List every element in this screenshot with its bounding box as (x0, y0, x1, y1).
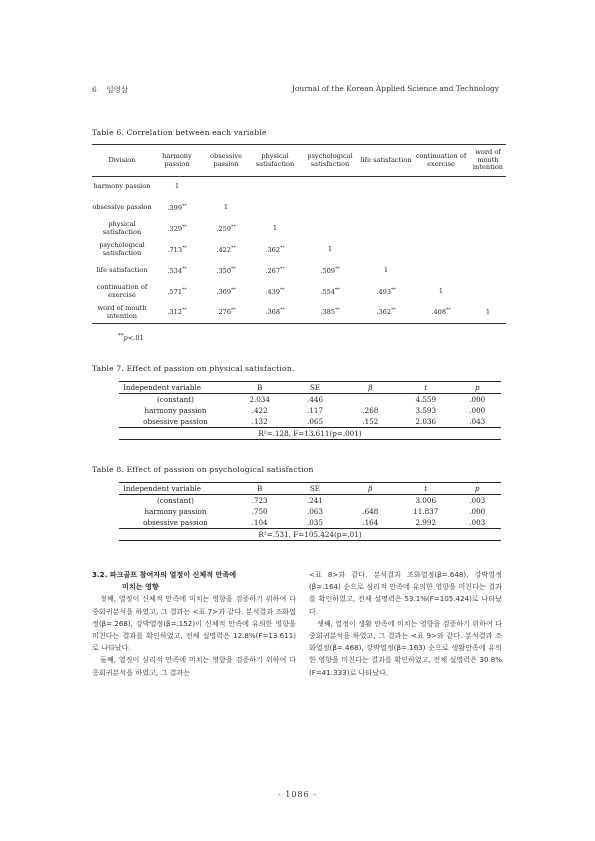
correlation-cell: .362** (376, 308, 396, 317)
correlation-cell: .713** (167, 245, 187, 254)
correlation-cell: .534** (167, 266, 187, 275)
table7-caption: Table 7. Effect of passion on physical satisfaction. (92, 364, 295, 373)
variable-name: harmony passion (144, 406, 207, 415)
correlation-cell: 1 (438, 287, 444, 296)
table-row (92, 282, 506, 303)
stat-value: 2.034 (249, 395, 270, 404)
column-header: life satisfaction (360, 155, 412, 164)
correlation-cell: .399** (167, 203, 187, 212)
journal-title: Journal of the Korean Applied Science and Technology (291, 84, 499, 93)
table-row (92, 177, 506, 198)
table-row (119, 495, 501, 507)
stat-value: 2.036 (415, 417, 437, 426)
correlation-cell (470, 219, 506, 240)
stat-value: .035 (306, 518, 323, 527)
correlation-cell: 1 (485, 307, 491, 316)
stat-value (343, 394, 398, 406)
stat-value: .003 (469, 518, 486, 527)
stat-value: .000 (469, 395, 486, 404)
stat-value: .117 (307, 406, 324, 415)
correlation-cell: .276** (216, 308, 236, 317)
correlation-cell: 1 (327, 245, 333, 254)
correlation-cell (470, 282, 506, 303)
table-row (92, 261, 506, 282)
correlation-cell: .369** (216, 287, 236, 296)
column-header: B (257, 383, 263, 392)
left-column (92, 569, 296, 679)
paragraph-psychological-start: 둘째, 열정이 심리적 만족에 미치는 영향을 검증하기 위하여 다중회귀분석을 하였고, 그 결과는 (92, 655, 296, 677)
correlation-cell (412, 261, 470, 282)
table-row (92, 303, 506, 324)
row-label: obsessive passion (92, 203, 152, 212)
correlation-cell (470, 198, 506, 219)
column-header: harmony passion (162, 151, 192, 168)
stat-value: .065 (307, 417, 324, 426)
table-row (119, 394, 501, 406)
variable-name: obsessive passion (143, 417, 208, 426)
model-summary: R²=.128, F=13.611(p=.001) (258, 429, 362, 438)
table6-footnote: **p<.01 (118, 333, 144, 343)
table-row (119, 506, 501, 517)
correlation-cell (470, 177, 506, 198)
column-header: t (424, 383, 428, 392)
column-header: β (368, 383, 373, 392)
section-title-line1: 3.2. 파크골프 참여자의 열정이 신체적 만족에 (92, 570, 237, 579)
column-header: Independent variable (123, 383, 201, 392)
stat-value: .132 (251, 417, 268, 426)
stat-value: .164 (362, 518, 379, 527)
stat-value (343, 495, 398, 507)
correlation-cell (250, 177, 300, 198)
row-label: psychological satisfaction (99, 241, 145, 257)
stat-value: .268 (362, 406, 379, 415)
paragraph-psychological-end: <표 8>과 같다. 분석결과 조화열정(β=.648), 강박열정(β=.164) 순으로 심리적 만족에 유의한 영향을 미친다는 결과를 확인하였고, 전체 설명력은 53.1%(F=105.424)로 나타났다. (309, 570, 502, 616)
correlation-cell: .267** (265, 266, 285, 275)
model-summary-row (119, 529, 501, 541)
correlation-cell (300, 219, 360, 240)
column-header: p (474, 383, 480, 392)
running-header-left (92, 84, 128, 95)
row-label: harmony passion (93, 182, 151, 191)
paragraph-life: 셋째, 열정이 생활 만족에 미치는 영향을 검증하기 위하여 다중회귀분석을 하였고, 그 결과는 <표 9>와 같다. 분석결과 조화열정(β=.468), 강박열정(β=.163) 순으로 생활만족에 유의한 영향을 미친다는 결과를 확인하였고, 전체 설명력은 30.8%(F=41.333)로 나타났다. (309, 618, 502, 677)
stat-value: 3.593 (415, 406, 437, 415)
paragraph-physical: 첫째, 열정이 신체적 만족에 미치는 영향을 검증하기 위하여 다중회귀분석을 하였고, 그 결과는 <표 7>과 같다. 분석결과 조화열정(β=.268), 강박열정(β=.152)이 신체적 만족에 유의한 영향을 미친다는 결과를 확인하였고, 전체 설명력은 12.8%(F=13.611)로 나타났다. (92, 594, 296, 653)
table-row (119, 517, 501, 529)
right-column (309, 569, 502, 679)
correlation-cell: .312** (167, 308, 187, 317)
stat-value: 3.006 (415, 496, 437, 505)
correlation-cell: .509** (320, 266, 340, 275)
correlation-cell (300, 198, 360, 219)
stat-value: .043 (469, 417, 486, 426)
page-footer-number: - 1086 - (278, 790, 317, 799)
correlation-cell: .422** (216, 245, 236, 254)
regression-table-physical (119, 381, 501, 440)
column-header: word of mouth intention (472, 148, 504, 172)
stat-value: 11.837 (413, 507, 439, 516)
correlation-cell (360, 240, 412, 261)
stat-value: .750 (251, 507, 268, 516)
row-label: word of mouth intention (97, 304, 147, 320)
correlation-cell: .368** (265, 308, 285, 317)
column-header-division: Division (108, 155, 136, 164)
section-title (92, 569, 296, 593)
model-summary: R²=.531, F=105.424(p=.01) (258, 530, 362, 539)
variable-name: (constant) (156, 496, 194, 505)
table6-caption: Table 6. Correlation between each variable (92, 128, 267, 137)
stat-value: .446 (307, 395, 324, 404)
correlation-cell (412, 177, 470, 198)
correlation-cell (470, 261, 506, 282)
column-header: SE (309, 383, 321, 392)
author-name: 임영삼 (106, 85, 129, 94)
table-row (119, 416, 501, 428)
column-header: continuation of exercise (415, 151, 467, 168)
column-header: β (368, 484, 373, 493)
column-header: obsessive passion (210, 151, 242, 168)
correlation-cell (250, 198, 300, 219)
table-row (119, 405, 501, 416)
correlation-cell: .571** (167, 287, 187, 296)
stat-value: .063 (306, 507, 323, 516)
correlation-cell (360, 198, 412, 219)
stat-value: .003 (469, 496, 486, 505)
correlation-cell (412, 219, 470, 240)
row-label: life satisfaction (96, 266, 148, 275)
model-summary-row (119, 428, 501, 440)
correlation-cell: .439** (265, 287, 285, 296)
table8-caption: Table 8. Effect of passion on psychological satisfaction (92, 465, 314, 474)
column-header: SE (309, 484, 321, 493)
correlation-cell (412, 240, 470, 261)
column-header: t (424, 484, 428, 493)
column-header: p (474, 484, 480, 493)
regression-table-psychological (119, 482, 501, 541)
correlation-cell: .362** (265, 245, 285, 254)
correlation-cell: .408** (431, 308, 451, 317)
row-label: continuation of exercise (96, 283, 148, 299)
variable-name: harmony passion (144, 507, 207, 516)
correlation-cell (360, 219, 412, 240)
column-header: B (256, 484, 263, 493)
stat-value: 2.992 (415, 518, 437, 527)
variable-name: obsessive passion (143, 518, 208, 527)
correlation-table (92, 144, 506, 324)
variable-name: (constant) (156, 395, 194, 404)
correlation-cell: .329** (167, 224, 187, 233)
column-header: Independent variable (123, 484, 201, 493)
stat-value: .648 (362, 507, 379, 516)
correlation-cell (412, 198, 470, 219)
section-title-line2: 미치는 영향 (122, 582, 159, 592)
correlation-cell: .493** (376, 287, 396, 296)
correlation-cell (202, 177, 250, 198)
row-label: physical satisfaction (102, 220, 142, 236)
table-row (92, 219, 506, 240)
stat-value: .723 (251, 496, 268, 505)
table-row (92, 198, 506, 219)
correlation-cell: .385** (320, 308, 340, 317)
column-header: psychological satisfaction (307, 151, 353, 168)
correlation-cell (360, 177, 412, 198)
stat-value: 4.559 (415, 395, 437, 404)
table-row (92, 240, 506, 261)
correlation-cell: 1 (272, 224, 278, 233)
correlation-cell: .554** (320, 287, 340, 296)
stat-value: .422 (251, 406, 268, 415)
correlation-cell: 1 (383, 266, 389, 275)
correlation-cell (470, 240, 506, 261)
correlation-cell (300, 177, 360, 198)
correlation-cell: .350** (216, 266, 236, 275)
stat-value: .000 (469, 507, 486, 516)
stat-value: .152 (362, 417, 379, 426)
correlation-cell: 1 (174, 182, 180, 191)
correlation-cell: 1 (223, 203, 229, 212)
stat-value: .241 (306, 496, 323, 505)
correlation-cell: .259** (216, 224, 236, 233)
column-header: physical satisfaction (255, 151, 295, 168)
stat-value: .000 (469, 406, 486, 415)
page-number-header: 6 (92, 85, 97, 94)
stat-value: .104 (251, 518, 268, 527)
